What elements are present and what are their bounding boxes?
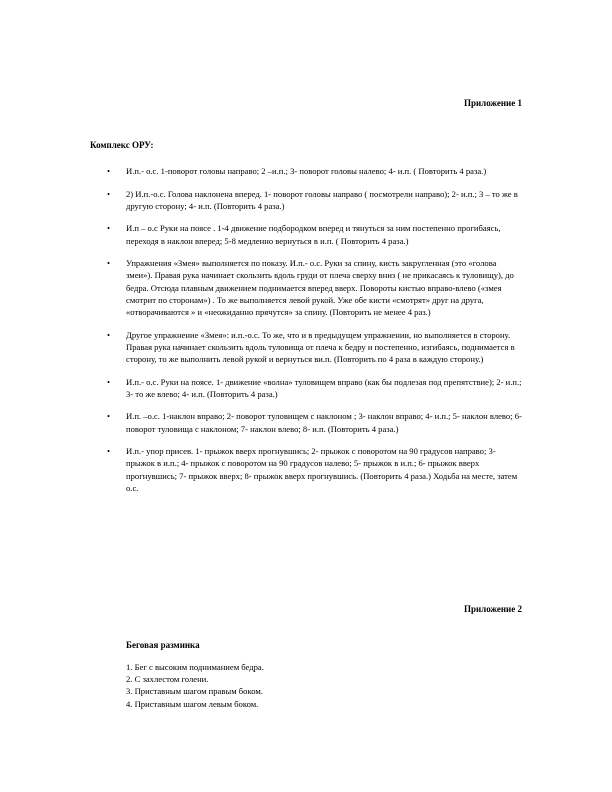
exercise-item: • Упражнения «Змея» выполняется по показу. И.п.- о.с. Руки за спину, кисть закругленная (это «голова змеи»). Правая рука начинает скользить вдоль груди от плеча сверху вниз ( не прикасаясь к туловищу), до бедра. Отсюда плавным движением поднимается вперед вверх. Повороты кистью вправо-влево («змея смотрит по сторонам») . То же выполняется левой рукой. Уже обе кисти «смотрят» друг на друга, «отворачиваются » и «неожиданно прячутся» за спину. (Повторить не менее 4 раз.) (126, 257, 522, 318)
exercise-item: • Другое упражнение «Змея»: и.п.-о.с. То же, что и в предыдущем упражнении, но выполняется в сторону. Правая рука начинает скользить вдоль туловища от плеча к бедру и постепенно, изгибаясь, поднимается в сторону, то же выполнить левой рукой и вернуться ви.п. (Повторить по 4 раза в каждую сторону.) (126, 329, 522, 366)
exercise-item: • 2) И.п.-о.с. Голова наклонена вперед. 1- поворот головы направо ( посмотрели направо); 2- и.п.; 3 – то же в другую сторону; 4- и.п. (Повторить 4 раза.) (126, 188, 522, 212)
warmup-item: 2. С захлестом голени. (126, 674, 209, 685)
exercise-item: • И.п.- упор присев. 1- прыжок вверх прогнувшись; 2- прыжок с поворотом на 90 градусов направо; 3-прыжок в и.п.; 4- прыжок с поворотом на 90 градусов налево; 5- прыжок в и.п.; 6- прыжок вверх прогнувшись; 7- прыжок вверх; 8- прыжок вверх прогнувшись. (Повторить 4 раза.) Ходьба на месте, затем о.с. (126, 445, 522, 494)
exercise-item: • И.п – о.с Руки на поясе . 1-4 движение подбородком вперед и тянуться за ним постепенно прогибаясь, переходя в наклон вперед; 5-8 медленно вернуться в и.п. ( Повторить 4 раза.) (126, 222, 522, 246)
appendix-1-label: Приложение 1 (463, 98, 522, 108)
exercise-list (126, 165, 522, 504)
exercise-complex-heading: Комплекс ОРУ: (90, 140, 154, 150)
warmup-list (126, 661, 264, 710)
exercise-item: • И.п. –о.с. 1-наклон вправо; 2- поворот туловищем с наклоном ; 3- наклон вправо; 4- и.п.; 5- наклон влево; 6- поворот туловища с наклоном; 7- наклон влево; 8- и.п. (Повторить 4 раза.) (126, 410, 522, 434)
warmup-item: 3. Приставным шагом правым боком. (126, 686, 263, 697)
appendix-2-label: Приложение 2 (463, 604, 522, 614)
warmup-item: 1. Бег с высоким подниманием бедра. (126, 662, 264, 672)
warmup-heading: Беговая разминка (126, 640, 200, 650)
warmup-item: 4. Приставным шагом левым боком. (126, 698, 259, 709)
exercise-item: • И.п.- о.с. Руки на поясе. 1- движение «волна» туловищем вправо (как бы подлезая под препятствие); 2- и.п.; 3- то же влево; 4- и.п. (Повторить 4 раза.) (126, 376, 522, 400)
exercise-item: • И.п.- о.с. 1-поворот головы направо; 2 –и.п.; 3- поворот головы налево; 4- и.п. ( Повторить 4 раза.) (126, 165, 522, 177)
